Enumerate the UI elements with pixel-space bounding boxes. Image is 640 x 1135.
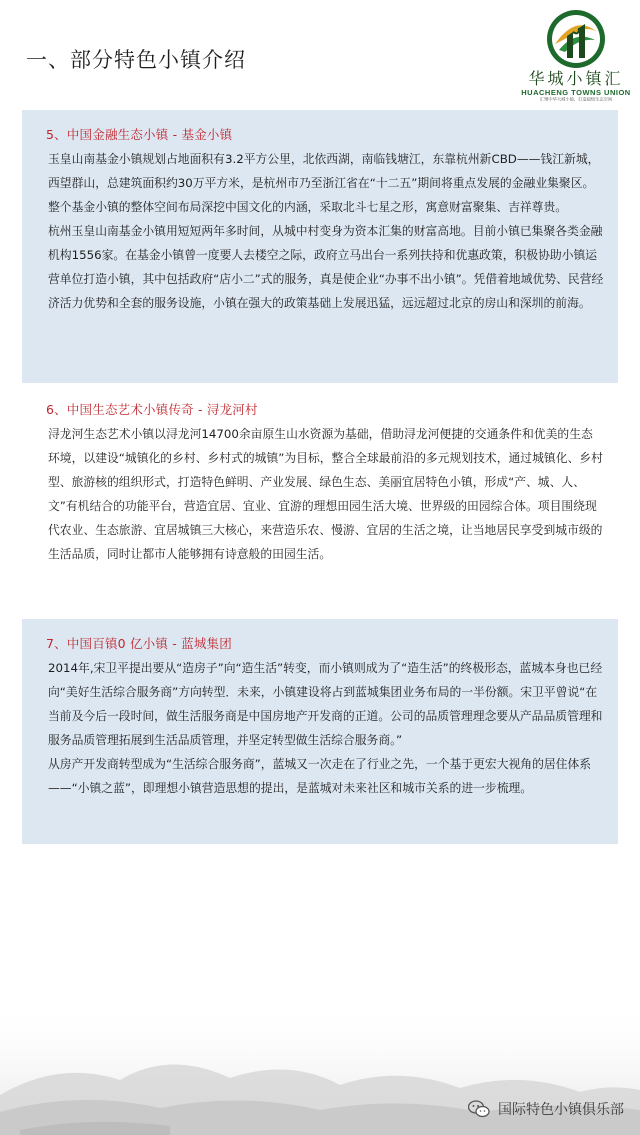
section-paragraph: 浔龙河生态艺术小镇以浔龙河14700余亩原生山水资源为基础，借助浔龙河便捷的交通条件和优美的生态环境，以建设“城镇化的乡村、乡村式的城镇”为目标，整合全球最前沿的多元规划技术，通过城镇化、乡村型、旅游核的组织形式，打造特色鲜明、产业发展、绿色生态、美丽宜居特色小镇，形成“产、城、人、文”有机结合的功能平台，营造宜居、宜业、宜游的理想田园生活大境、世界级的田园综合体。项目围绕现代农业、生态旅游、宜居城镇三大核心，来营造乐农、慢游、宜居的生活之境，让当地居民享受到城市级的生活品质，同时让都市人能够拥有诗意般的田园生活。 <box>48 427 603 561</box>
page-header <box>0 0 640 110</box>
brand-logo <box>520 8 632 108</box>
section-paragraph: 从房产开发商转型成为“生活综合服务商”，蓝城又一次走在了行业之先，一个基于更宏大视角的居住体系——“小镇之蓝”，即理想小镇营造思想的提出，是蓝城对未来社区和城市关系的进一步梳理。 <box>48 757 592 795</box>
logo-tagline: 汇聚中华大城小镇，打造超级生态空间 <box>539 97 613 103</box>
wechat-account-name: 国际特色小镇俱乐部 <box>498 1102 624 1118</box>
section-heading: 6、中国生态艺术小镇传奇 - 浔龙河村 <box>46 402 258 417</box>
section-paragraph: 杭州玉皇山南基金小镇用短短两年多时间，从城中村变身为资本汇集的财富高地。目前小镇已集聚各类金融机构1556家。在基金小镇曾一度要人去楼空之际，政府立马出台一系列扶持和优惠政策，积极协助小镇运营单位打造小镇，其中包括政府“店小二”式的服务，真是使企业“办事不出小镇”。凭借着地域优势、民营经济活力优势和全套的服务设施，小镇在强大的政策基础上发展迅猛，远远超过北京的房山和深圳的前海。 <box>48 224 604 310</box>
section-lancheng-group <box>22 619 618 844</box>
logo-english-name: HUACHENG TOWNS UNION <box>521 88 631 97</box>
section-fund-town <box>22 110 618 383</box>
wechat-account-watermark <box>468 1099 624 1119</box>
section-paragraph: 2014年,宋卫平提出要从“造房子”向“造生活”转变，而小镇则成为了“造生活”的终极形态，蓝城本身也已经向“美好生活综合服务商”方向转型．未来，小镇建设将占到蓝城集团业务布局的一半份额。宋卫平曾说“在当前及今后一段时间，做生活服务商是中国房地产开发商的正道。公司的品质管理理念要从产品品质管理和服务品质管理拓展到生活品质管理，并坚定转型做生活综合服务商。” <box>48 661 603 747</box>
page-title: 一、部分特色小镇介绍 <box>26 48 246 72</box>
section-xunlonghe-village <box>22 385 618 613</box>
logo-chinese-name: 华城小镇汇 <box>528 69 624 88</box>
section-heading: 7、中国百镇0 亿小镇 - 蓝城集团 <box>46 636 232 651</box>
section-heading: 5、中国金融生态小镇 - 基金小镇 <box>46 127 233 142</box>
logo-emblem-icon <box>545 8 607 70</box>
wechat-icon <box>468 1100 490 1118</box>
section-paragraph: 玉皇山南基金小镇规划占地面积有3.2平方公里，北依西湖，南临钱塘江，东靠杭州新CBD——钱江新城，西望群山，总建筑面积约30万平方米，是杭州市乃至浙江省在“十二五”期间将重点发展的金融业集聚区。整个基金小镇的整体空间布局深挖中国文化的内涵，采取北斗七星之形，寓意财富聚集、吉祥尊贵。 <box>48 152 600 214</box>
